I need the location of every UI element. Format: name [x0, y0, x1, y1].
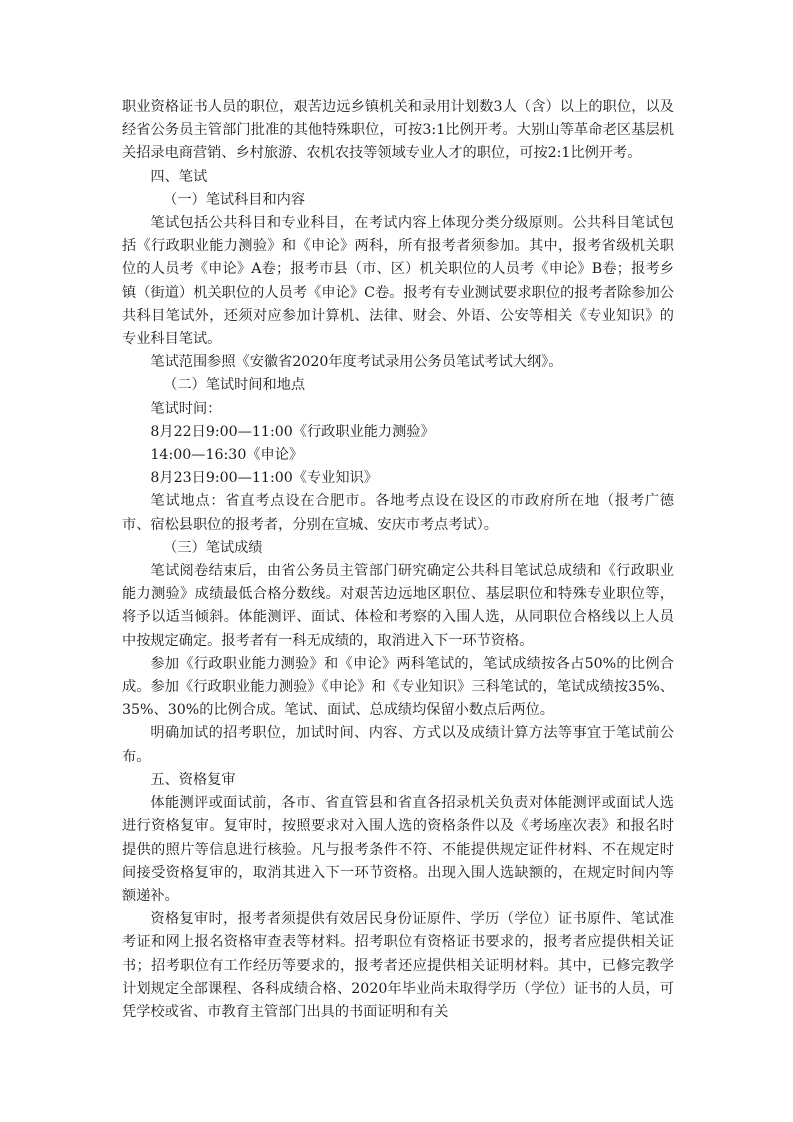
- paragraph-review-1: 体能测评或面试前，各市、省直管县和省直各招录机关负责对体能测评或面试人选进行资格复审。复审时，按照要求对入围人选的资格条件以及《考场座次表》和报名时提供的照片等信息进行核验。凡与报考条件不符、不能提供规定证件材料、不在规定时间接受资格复审的，取消其进入下一环节资格。出现入围人选缺额的，在规定时间内等额递补。: [122, 795, 674, 904]
- paragraph-review-2: 资格复审时，报考者须提供有效居民身份证原件、学历（学位）证书原件、笔试准考证和网上报名资格审查表等材料。招考职位有资格证书要求的，报考者应提供相关证书；招考职位有工作经历等要求的，报考者还应提供相关证明材料。其中，已修完教学计划规定全部课程、各科成绩合格、2020年毕业尚未取得学历（学位）证书的人员，可凭学校或省、市教育主管部门出具的书面证明和有关: [122, 911, 674, 1020]
- paragraph-1: 职业资格证书人员的职位，艰苦边远乡镇机关和录用计划数3人（含）以上的职位，以及经省公务员主管部门批准的其他特殊职位，可按3:1比例开考。大别山等革命老区基层机关招录电商营销、乡村旅游、农机农技等领域专业人才的职位，可按2:1比例开考。: [122, 99, 674, 162]
- paragraph-extra-test: 明确加试的招考职位，加试时间、内容、方式以及成绩计算方法等事宜于笔试前公布。: [122, 725, 674, 765]
- section-heading-review: 五、资格复审: [150, 771, 236, 788]
- paragraph-time-label: 笔试时间：: [150, 400, 222, 417]
- paragraph-scores-2: 参加《行政职业能力测验》和《申论》两科笔试的，笔试成绩按各占50%的比例合成。参加《行政职业能力测验》《申论》和《专业知识》三科笔试的，笔试成绩按35%、35%、30%的比例合成。笔试、面试、总成绩均保留小数点后两位。: [122, 655, 674, 719]
- section-heading-written-exam: 四、笔试: [150, 168, 208, 185]
- document-page: [122, 96, 674, 1024]
- schedule-line-1: 8月22日9:00—11:00《行政职业能力测验》: [150, 423, 435, 440]
- subheading-time-place: （二）笔试时间和地点: [163, 377, 306, 394]
- paragraph-location: 笔试地点：省直考点设在合肥市。各地考点设在设区的市政府所在地（报考广德市、宿松县职位的报考者，分别在宣城、安庆市考点考试）。: [122, 493, 674, 533]
- schedule-line-3: 8月23日9:00—11:00《专业知识》: [150, 470, 378, 487]
- paragraph-subjects: 笔试包括公共科目和专业科目，在考试内容上体现分类分级原则。公共科目笔试包括《行政职业能力测验》和《申论》两科，所有报考者须参加。其中，报考省级机关职位的人员考《申论》A卷；报考市县（市、区）机关职位的人员考《申论》B卷；报考乡镇（街道）机关职位的人员考《申论》C卷。报考有专业测试要求职位的报考者除参加公共科目笔试外，还须对应参加计算机、法律、财会、外语、公安等相关《专业知识》的专业科目笔试。: [122, 215, 674, 348]
- paragraph-scope: 笔试范围参照《安徽省2020年度考试录用公务员笔试考试大纲》。: [150, 354, 563, 371]
- paragraph-scores-1: 笔试阅卷结束后，由省公务员主管部门研究确定公共科目笔试总成绩和《行政职业能力测验》成绩最低合格分数线。对艰苦边远地区职位、基层职位和特殊专业职位等，将予以适当倾斜。体能测评、面试、体检和考察的入围人选，从同职位合格线以上人员中按规定确定。报考者有一科无成绩的，取消进入下一环节资格。: [122, 563, 674, 649]
- schedule-line-2: 14:00—16:30《申论》: [150, 447, 304, 464]
- subheading-subjects: （一）笔试科目和内容: [163, 191, 306, 208]
- subheading-scores: （三）笔试成绩: [163, 539, 263, 556]
